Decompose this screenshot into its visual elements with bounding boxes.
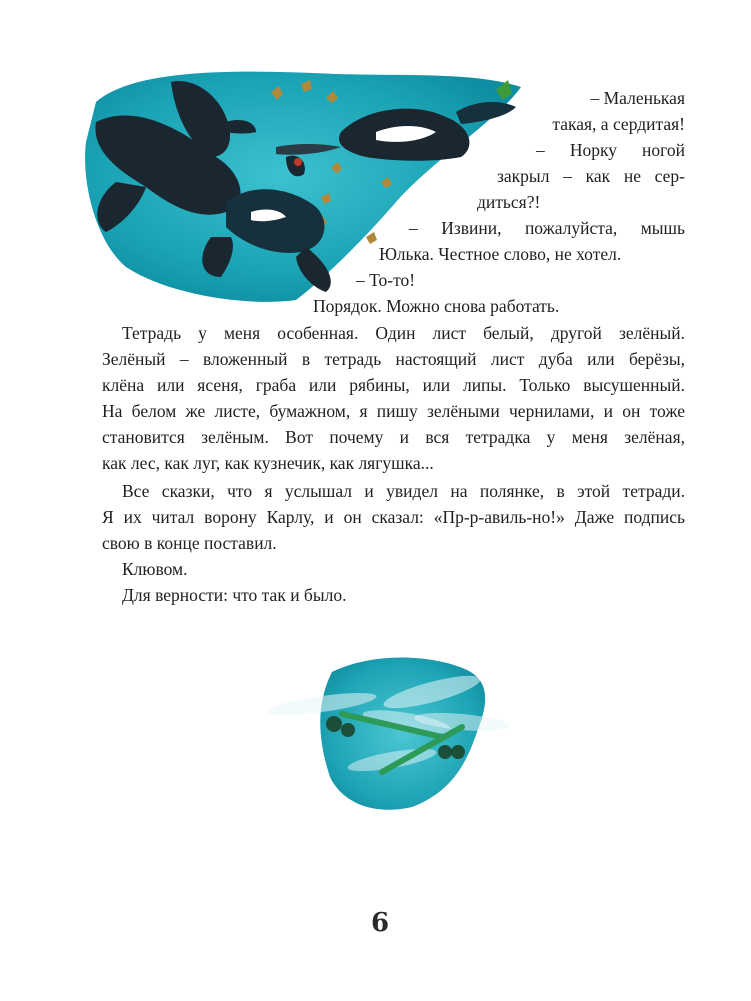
paragraph-line: Все сказки, что я услышал и увидел на полянке, в этой тетради. [122, 481, 685, 501]
paragraph-line: как лес, как луг, как кузнечик, как лягушка... [102, 453, 434, 473]
dialogue-line: – Извини, пожалуйста, мышь [409, 218, 685, 238]
paragraph-line: Тетрадь у меня особенная. Один лист белый, другой зелёный. [122, 323, 685, 343]
dialogue-line: Порядок. Можно снова работать. [313, 296, 560, 316]
dialogue-line: – Маленькая [590, 88, 685, 108]
page-number: 6 [370, 908, 390, 938]
paragraph-line: Клювом. [122, 559, 188, 579]
paragraph-line: Я их читал ворону Карлу, и он сказал: «Пр-р-авиль-но!» Даже подпись [102, 507, 685, 527]
dialogue-line: закрыл – как не сер- [497, 166, 685, 186]
dragonflies-illustration [262, 652, 524, 816]
paragraph-line: Для верности: что так и было. [122, 585, 347, 605]
dialogue-line: такая, а сердитая! [552, 114, 685, 134]
paragraph-line: становится зелёным. Вот почему и вся тетрадка у меня зелёная, [102, 427, 685, 447]
birds-illustration [76, 62, 526, 307]
paragraph-line: клёна или ясеня, граба или рябины, или липы. Только высушенный. [102, 375, 685, 395]
paragraph-line: Зелёный – вложенный в тетрадь настоящий лист дуба или берёзы, [102, 349, 685, 369]
dialogue-line: Юлька. Честное слово, не хотел. [379, 244, 622, 264]
paragraph-line: На белом же листе, бумажном, я пишу зелёными чернилами, и он тоже [102, 401, 685, 421]
dialogue-line: диться?! [477, 192, 541, 212]
dialogue-line: – Норку ногой [536, 140, 685, 160]
paragraph-line: свою в конце поставил. [102, 533, 277, 553]
dialogue-line: – То-то! [356, 270, 416, 290]
